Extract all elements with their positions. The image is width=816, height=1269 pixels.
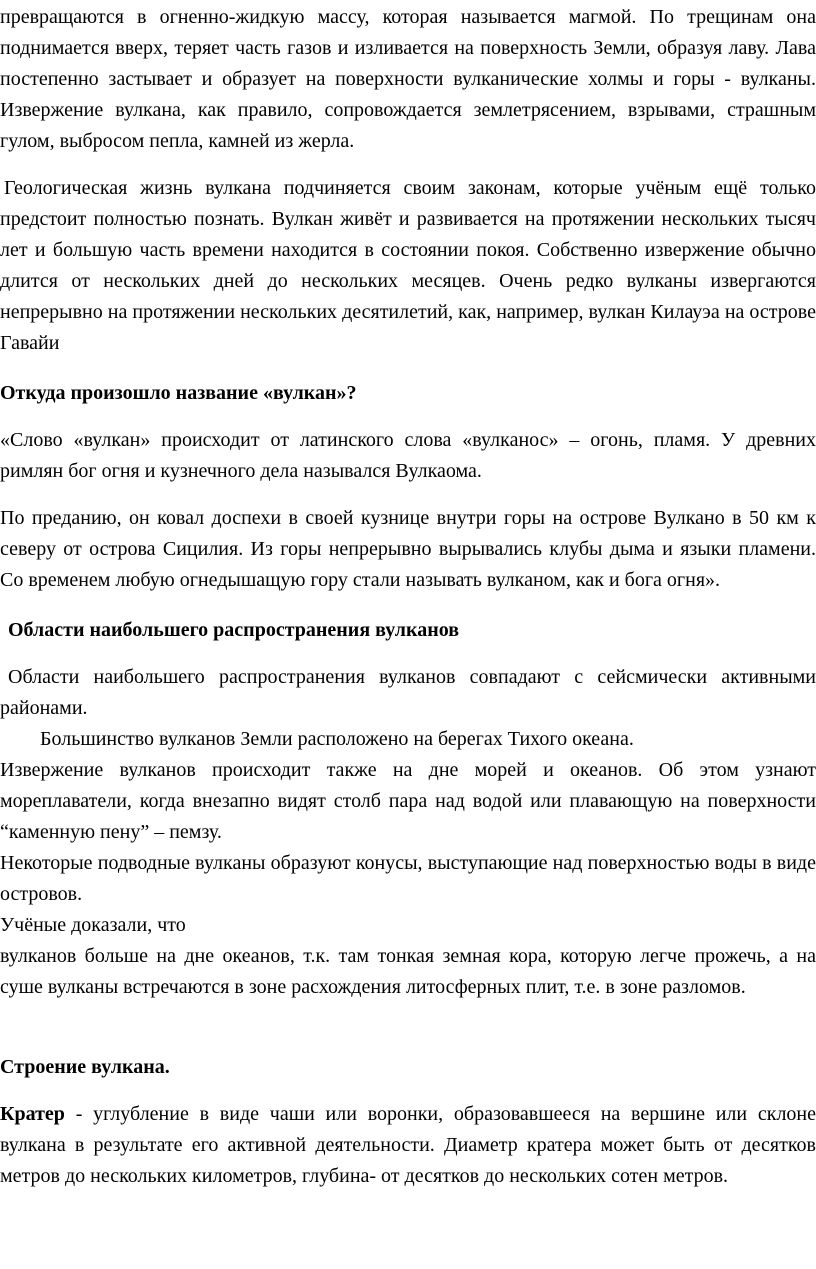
paragraph-pacific: Большинство вулканов Земли расположено на берегах Тихого океана. [40,728,634,750]
paragraph-scientists: Учёные доказали, что [0,914,186,936]
heading-distribution: Области наибольшего распространения вулканов [8,619,460,641]
crater-definition: - углубление в виде чаши или воронки, образовавшееся на вершине или склоне вулкана в результате его активной деятельности. Диаметр кратера может быть от десятков метров до нескольких километров, глубина- от десятков до нескольких сотен метров. [0,1103,816,1187]
paragraph-ocean-floor: вулканов больше на дне океанов, т.к. там тонкая земная кора, которую легче прожечь, а на суше вулканы встречаются в зоне расхождения литосферных плит, т.е. в зоне разломов. [0,945,816,998]
paragraph-magma: превращаются в огненно-жидкую массу, которая называется магмой. По трещинам она поднимается вверх, теряет часть газов и изливается на поверхность Земли, образуя лаву. Лава постепенно застывает и образует на поверхности вулканические холмы и горы - вулканы. Извержение вулкана, как правило, сопровождается землетрясением, взрывами, страшным гулом, выбросом пепла, камней из жерла. [0,6,816,152]
paragraph-seismic-areas: Области наибольшего распространения вулканов совпадают с сейсмически активными районами. [0,666,816,719]
paragraph-volcano-life: Геологическая жизнь вулкана подчиняется своим законам, которые учёным ещё только предстоит полностью познать. Вулкан живёт и развивается на протяжении нескольких тысяч лет и большую часть времени находится в состоянии покоя. Собственно извержение обычно длится от нескольких дней до нескольких месяцев. Очень редко вулканы извергаются непрерывно на протяжении нескольких десятилетий, как, например, вулкан Килауэа на острове Гавайи [0,177,816,354]
crater-term: Кратер [0,1103,65,1125]
paragraph-islands: Некоторые подводные вулканы образуют конусы, выступающие над поверхностью воды в виде островов. [0,852,816,905]
heading-structure: Строение вулкана. [0,1056,170,1078]
paragraph-crater [0,1099,816,1192]
heading-name-origin: Откуда произошло название «вулкан»? [0,382,357,404]
paragraph-underwater-eruptions: Извержение вулканов происходит также на дне морей и океанов. Об этом узнают мореплаватели, когда внезапно видят столб пара над водой или плавающую на поверхности “каменную пену” – пемзу. [0,759,816,843]
paragraph-word-origin: «Слово «вулкан» происходит от латинского слова «вулканос» – огонь, пламя. У древних римлян бог огня и кузнечного дела назывался Вулкаома. [0,429,816,482]
paragraph-legend: По преданию, он ковал доспехи в своей кузнице внутри горы на острове Вулкано в 50 км к северу от острова Сицилия. Из горы непрерывно вырывались клубы дыма и языки пламени. Со временем любую огнедышащую гору стали называть вулканом, как и бога огня». [0,507,816,591]
